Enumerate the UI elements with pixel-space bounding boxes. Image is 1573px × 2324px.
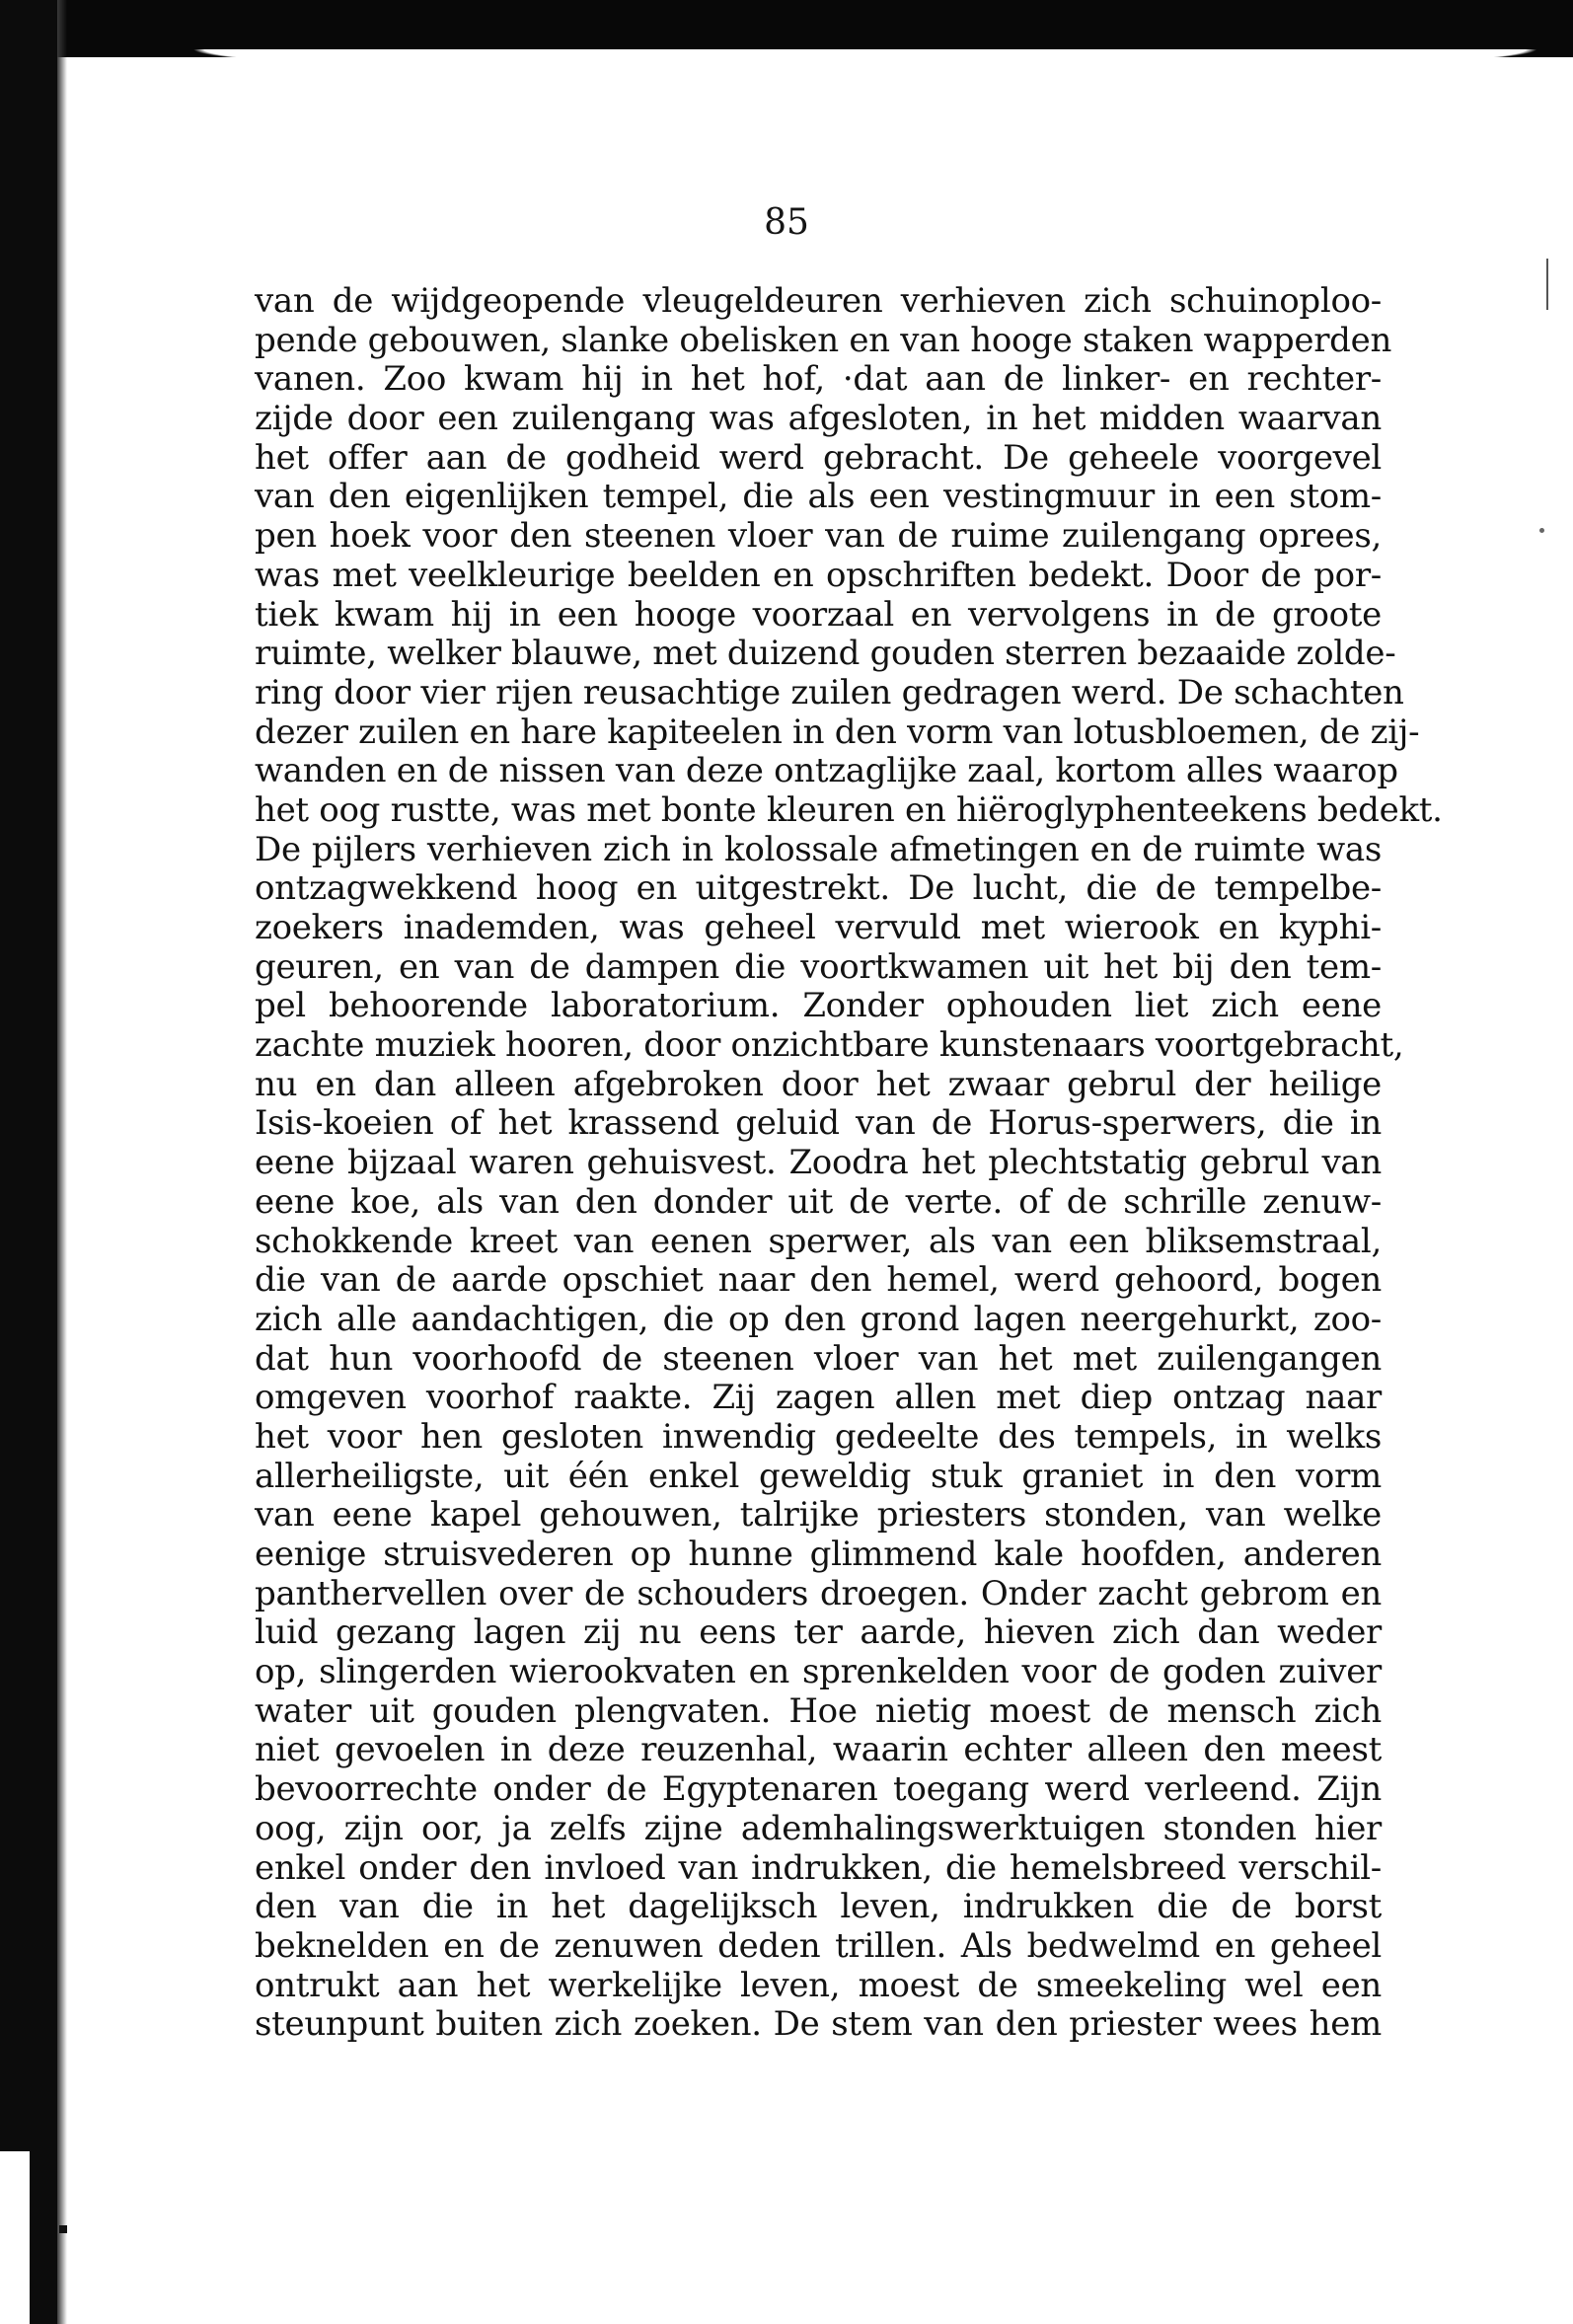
body-text (255, 281, 1443, 2045)
text-line: luid gezang lagen zij nu eens ter aarde, hieven zich dan weder (255, 1612, 1382, 1653)
text-line: tiek kwam hij in een hooge voorzaal en vervolgens in de groote (255, 594, 1382, 635)
margin-mark (1546, 259, 1548, 310)
text-line: ontrukt aan het werkelijke leven, moest de smeekeling wel een (255, 1965, 1382, 2005)
text-line: op, slingerden wierookvaten en sprenkelden voor de goden zuiver (255, 1652, 1382, 1692)
text-line: pen hoek voor den steenen vloer van de ruime zuilengang oprees, (255, 516, 1382, 557)
text-line: oog, zijn oor, ja zelfs zijne ademhalingswerktuigen stonden hier (255, 1808, 1382, 1848)
text-line: dezer zuilen en hare kapiteelen in den vorm van lotusbloemen, de zij- (255, 712, 1420, 752)
scan-border-left (0, 0, 57, 2324)
text-line: omgeven voorhof raakte. Zij zagen allen met diep ontzag naar (255, 1378, 1382, 1418)
text-line: het offer aan de godheid werd gebracht. De geheele voorgevel (255, 437, 1382, 478)
text-line: het oog rustte, was met bonte kleuren en hiëroglyphenteekens bedekt. (255, 789, 1443, 830)
text-line: zich alle aandachtigen, die op den grond lagen neergehurkt, zoo- (255, 1299, 1382, 1339)
text-line: ring door vier rijen reusachtige zuilen gedragen werd. De schachten (255, 672, 1404, 712)
text-line: zijde door een zuilengang was afgesloten, in het midden waarvan (255, 399, 1382, 439)
text-line: van de wijdgeopende vleugeldeuren verhieven zich schuinoploo- (255, 281, 1382, 321)
margin-mark (1539, 528, 1544, 533)
text-line: nu en dan alleen afgebroken door het zwaar gebrul der heilige (255, 1064, 1382, 1104)
text-line: geuren, en van de dampen die voortkwamen uit het bij den tem- (255, 946, 1382, 987)
scan-border-left-gap (0, 2151, 30, 2324)
text-line: was met veelkleurige beelden en opschriften bedekt. Door de por- (255, 555, 1382, 595)
text-line: beknelden en de zenuwen deden trillen. Als bedwelmd en geheel (255, 1925, 1382, 1966)
text-line: Isis-koeien of het krassend geluid van de Horus-sperwers, die in (255, 1103, 1382, 1144)
text-line: van eene kapel gehouwen, talrijke priesters stonden, van welke (255, 1495, 1382, 1536)
page-number: 85 (764, 202, 809, 243)
text-line: schokkende kreet van eenen sperwer, als van een bliksemstraal, (255, 1221, 1382, 1261)
scan-border-left-shadow (57, 0, 67, 2324)
text-line: ruimte, welker blauwe, met duizend gouden sterren bezaaide zolde- (255, 634, 1396, 674)
text-line: pende gebouwen, slanke obelisken en van hooge staken wapperden (255, 320, 1392, 360)
text-line: eene koe, als van den donder uit de verte. of de schrille zenuw- (255, 1181, 1382, 1222)
text-line: zoekers inademden, was geheel vervuld met wierook en kyphi- (255, 908, 1382, 947)
text-line: pel behoorende laboratorium. Zonder ophouden liet zich eene (255, 986, 1382, 1026)
scan-border-top-edge (0, 49, 1573, 118)
text-line: allerheiligste, uit één enkel geweldig stuk graniet in den vorm (255, 1456, 1382, 1496)
text-line: eene bijzaal waren gehuisvest. Zoodra het plechtstatig gebrul van (255, 1143, 1382, 1183)
text-line: panthervellen over de schouders droegen. Onder zacht gebrom en (255, 1573, 1382, 1613)
text-line: De pijlers verhieven zich in kolossale afmetingen en de ruimte was (255, 829, 1382, 869)
text-line: niet gevoelen in deze reuzenhal, waarin echter alleen den meest (255, 1730, 1382, 1770)
margin-mark (59, 2225, 67, 2233)
text-line: zachte muziek hooren, door onzichtbare kunstenaars voortgebracht, (255, 1025, 1404, 1066)
text-line: van den eigenlijken tempel, die als een vestingmuur in een stom- (255, 477, 1382, 517)
text-line: water uit gouden plengvaten. Hoe nietig moest de mensch zich (255, 1690, 1382, 1731)
text-line: vanen. Zoo kwam hij in het hof, ·dat aan de linker- en rechter- (255, 359, 1382, 400)
text-line: dat hun voorhoofd de steenen vloer van het met zuilengangen (255, 1338, 1382, 1379)
text-line: die van de aarde opschiet naar den hemel, werd gehoord, bogen (255, 1260, 1382, 1301)
text-line: het voor hen gesloten inwendig gedeelte des tempels, in welks (255, 1416, 1382, 1457)
text-line: wanden en de nissen van deze ontzaglijke zaal, kortom alles waarop (255, 751, 1398, 791)
text-line: steunpunt buiten zich zoeken. De stem van den priester wees hem (255, 2004, 1382, 2045)
text-line: ontzagwekkend hoog en uitgestrekt. De lucht, die de tempelbe- (255, 868, 1382, 909)
text-line: eenige struisvederen op hunne glimmend kale hoofden, anderen (255, 1535, 1382, 1574)
text-line: enkel onder den invloed van indrukken, die hemelsbreed verschil- (255, 1847, 1382, 1888)
text-line: bevoorrechte onder de Egyptenaren toegang werd verleend. Zijn (255, 1769, 1382, 1810)
text-line: den van die in het dagelijksch leven, indrukken die de borst (255, 1887, 1382, 1927)
